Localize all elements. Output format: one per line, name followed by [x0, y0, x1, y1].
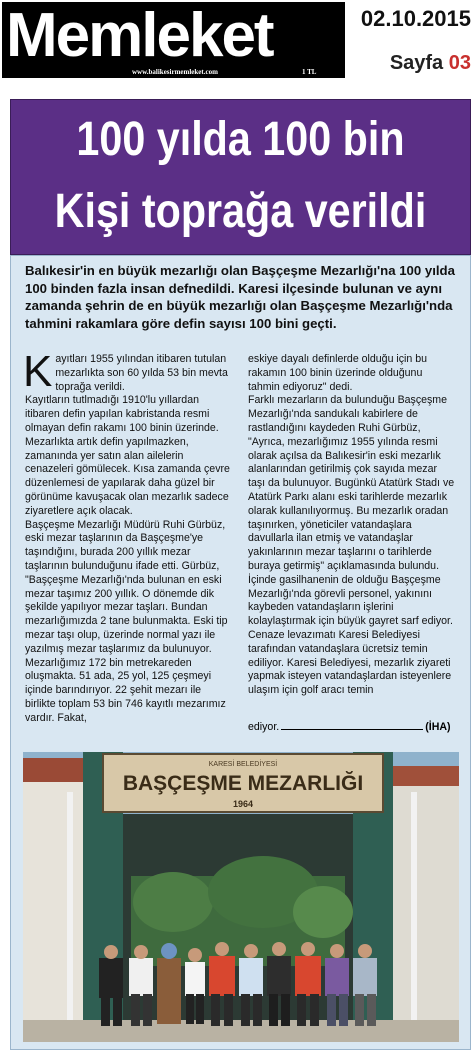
sign-top-text: KARESİ BELEDİYESİ [208, 761, 278, 768]
issue-date: 02.10.2015 [360, 6, 471, 31]
drop-cap: K [23, 347, 53, 396]
headline-box [10, 99, 471, 255]
price-label: 1 TL [302, 68, 317, 76]
website-link[interactable]: www.balikesirmemleket.com [132, 68, 218, 76]
signature-rule [281, 729, 423, 730]
article-signature [248, 721, 455, 735]
column-left-text: Kayıtların tutlmadığı 1910'lu yıllardan itibaren defin yapılan kabristanda resmi olmayan defin rakamı 100 binin üzerinde. Mezarlıkta artık defin yapılmazken, zamanında yer satın alan ailelerin cenazeleri gömülecek. Kısa zamanda çevre düzenlemesi de yapılarak daha güzel bir görünüme kavuşacak olan mezarlık sadece ziyaretlere açık olacak. Başçeşme Mezarlığı Müdürü Ruhi Gürbüz, eski mezar taşlarının da Başçeşme'ye taşındığını, burada 200 yıllık mezar taşlarının bulunduğunu ifade etti. Gürbüz, "Başçeşme Mezarlığı'nda bulunan en eski mezar taşımız 200 yıllık. O dönemde dik şekilde yapılıyor mezar taşları. Bundan mezarlığımızda 2 tane bulunmakta. Eski tip mezar taşı olup, üzerinde normal yazı ile yazılmış mezar taşlarımız da bulunuyor. Mezarlığımız 172 bin metrekareden oluşmakta. 51 ada, 25 yol, 125 çeşmeyi içinde barındırıyor. 22 şehit mezarı ile birlikte toplam 53 bin 746 kayıtlı mezarımız vardır. Fakat, [25, 394, 230, 724]
article-lead: Balıkesir'in en büyük mezarlığı olan Başçeşme Mezarlığı'na 100 yılda 100 binden fazla insan defnedildi. Karesi ilçesinde bulunan ve aynı zamanda şehrin de en büyük mezarlığı olan Başçeşme Mezarlığı'nda tahmini rakamlara göre defin sayısı 100 bini geçti. [25, 263, 455, 331]
page-label [390, 52, 471, 75]
sign-main-text: BAŞÇEŞME MEZARLIĞI [122, 772, 364, 795]
page-word: Sayfa [389, 52, 444, 74]
page-number: 03 [448, 52, 471, 74]
newspaper-name: Memleket [6, 1, 273, 70]
article-column-right: eskiye dayalı definlerde olduğu için bu rakamın 100 binin üzerinde olduğunu tahmin ediyoruz" dedi. Farklı mezarların da bulunduğu Başçeşme Mezarlığı'nda sandukalı kabirlere de rastlandığını kaydeden Ruhi Gürbüz, "Ayrıca, mezarlığımız 1955 yılında resmi olarak açılsa da Balıkesir'in eski mezarlık alanlarından getirilmiş çok sayıda mezar taşı da bulunuyor. Bugünkü Atatürk Stadı ve Atatürk Parkı alanı eski tarihlerde mezarlık olarak kullanılıyormuş. Bu mezarlık oradan taşınırken, yöneticiler vatandaşlara davullarla ilan etmiş ve vatandaşlar yakınlarının mezar taşlarını o tarihlerde buraya getirmiş" açıklamasında bulundu. İçinde gasilhanenin de olduğu Başçeşme Mezarlığı'nda görevli personel, yakınını kaybeden vatandaşların işlerini kolaylaştırmak için büyük gayret sarf ediyor. Cenaze levazımatı Karesi Belediyesi tarafından vatandaşlara ücretsiz temin ediliyor. Karesi Belediyesi, mezarlık ziyareti yapmak isteyen vatandaşlardan isteyenlere ulaşım için golf aracı temin [248, 353, 455, 697]
article-body [10, 255, 471, 1050]
column-left-opening: ayıtları 1955 yılından itibaren tutulan mezarlıkta son 60 yılda 53 bin mevta toprağa verildi. [55, 353, 228, 393]
headline-line-1: 100 yılda 100 bin [76, 113, 405, 166]
headline-line-2: Kişi toprağa verildi [54, 185, 427, 238]
sign-year-text: 1964 [232, 799, 254, 809]
article-column-left [23, 347, 232, 726]
article-photo [23, 752, 459, 1042]
news-agency: (İHA) [425, 721, 451, 733]
masthead [2, 2, 345, 78]
signature-lead-word: ediyor. [248, 721, 280, 733]
